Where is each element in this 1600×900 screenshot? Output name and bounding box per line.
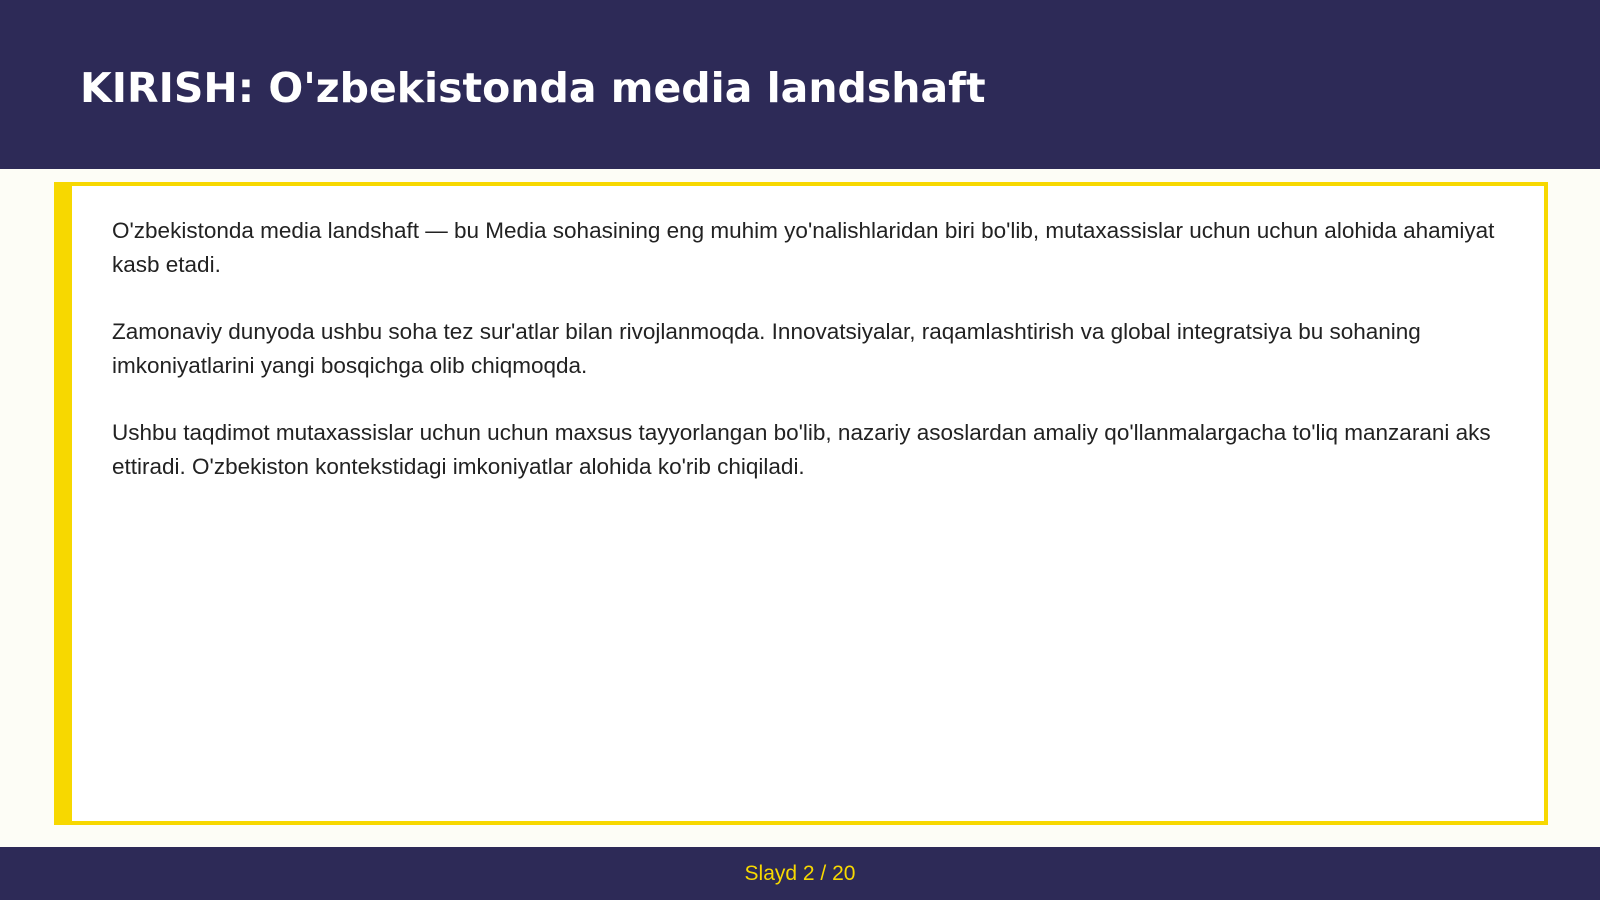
slide-header [0, 0, 1600, 169]
content-box [54, 182, 1548, 825]
slide-footer [0, 847, 1600, 900]
body-text [112, 214, 1527, 517]
paragraph-1: O'zbekistonda media landshaft — bu Media sohasining eng muhim yo'nalishlaridan biri bo'lib, mutaxassislar uchun uchun alohida ahamiyat kasb etadi. [112, 218, 1495, 277]
paragraph-2: Zamonaviy dunyoda ushbu soha tez sur'atlar bilan rivojlanmoqda. Innovatsiyalar, raqamlashtirish va global integratsiya bu sohaning imkoniyatlarini yangi bosqichga olib chiqmoqda. [112, 319, 1421, 378]
slide-number: Slayd 2 / 20 [744, 862, 856, 885]
paragraph-3: Ushbu taqdimot mutaxassislar uchun uchun maxsus tayyorlangan bo'lib, nazariy asoslardan amaliy qo'llanmalargacha to'liq manzarani aks ettiradi. O'zbekiston kontekstidagi imkoniyatlar alohida ko'rib chiqiladi. [112, 420, 1491, 479]
slide-title: KIRISH: O'zbekistonda media landshaft [80, 64, 986, 112]
